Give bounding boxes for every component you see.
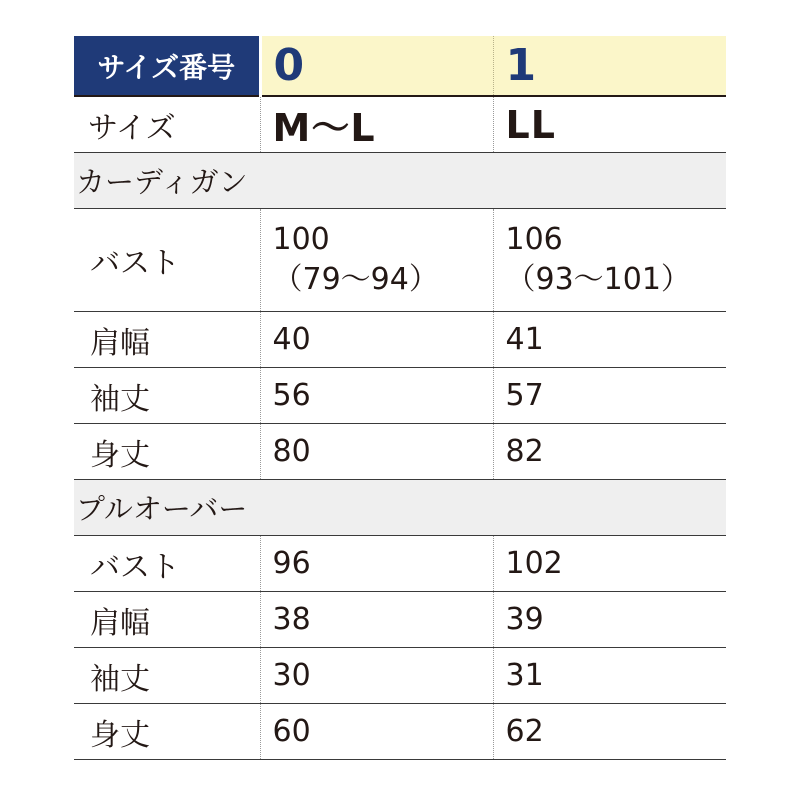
table-row bbox=[74, 592, 726, 648]
cell-value bbox=[493, 209, 726, 312]
table-row bbox=[74, 368, 726, 424]
row-label: 肩幅 bbox=[74, 592, 260, 648]
row-label: バスト bbox=[74, 536, 260, 592]
cell-value: 82 bbox=[493, 424, 726, 480]
size-number-0: 0 bbox=[260, 36, 493, 96]
cell-value: 96 bbox=[260, 536, 493, 592]
table-row bbox=[74, 312, 726, 368]
bust-value: 100 bbox=[272, 222, 330, 257]
table-row bbox=[74, 704, 726, 760]
cell-value: 39 bbox=[493, 592, 726, 648]
size-label: サイズ bbox=[74, 96, 260, 153]
cell-value: 30 bbox=[260, 648, 493, 704]
cell-value: 41 bbox=[493, 312, 726, 368]
section-title: プルオーバー bbox=[74, 480, 726, 536]
cell-value bbox=[260, 209, 493, 312]
bust-range: （93～101） bbox=[505, 262, 691, 297]
table-row bbox=[74, 648, 726, 704]
size-number-label: サイズ番号 bbox=[74, 36, 260, 96]
size-number-1: 1 bbox=[493, 36, 726, 96]
size-value-1: LL bbox=[493, 96, 726, 153]
size-chart-table bbox=[74, 36, 726, 760]
header-row bbox=[74, 36, 726, 96]
table-row bbox=[74, 424, 726, 480]
row-label: 肩幅 bbox=[74, 312, 260, 368]
cell-value: 102 bbox=[493, 536, 726, 592]
table-row bbox=[74, 536, 726, 592]
cell-value: 80 bbox=[260, 424, 493, 480]
cell-value: 60 bbox=[260, 704, 493, 760]
cell-value: 38 bbox=[260, 592, 493, 648]
section-title: カーディガン bbox=[74, 153, 726, 209]
section-cardigan bbox=[74, 153, 726, 209]
cell-value: 57 bbox=[493, 368, 726, 424]
cell-value: 31 bbox=[493, 648, 726, 704]
cell-value: 56 bbox=[260, 368, 493, 424]
row-label: バスト bbox=[74, 209, 260, 312]
table-row bbox=[74, 209, 726, 312]
row-label: 身丈 bbox=[74, 424, 260, 480]
row-label: 袖丈 bbox=[74, 648, 260, 704]
cell-value: 62 bbox=[493, 704, 726, 760]
section-pullover bbox=[74, 480, 726, 536]
row-label: 身丈 bbox=[74, 704, 260, 760]
size-row bbox=[74, 96, 726, 153]
row-label: 袖丈 bbox=[74, 368, 260, 424]
cell-value: 40 bbox=[260, 312, 493, 368]
bust-range: （79～94） bbox=[272, 262, 439, 297]
bust-value: 106 bbox=[505, 222, 563, 257]
size-value-0: M～L bbox=[260, 96, 493, 153]
